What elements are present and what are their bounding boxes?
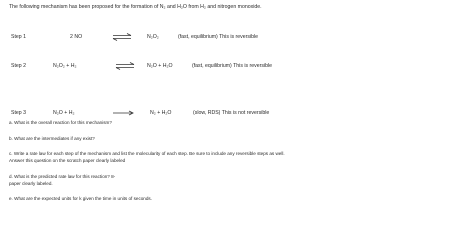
step-1-reactants: 2 NO (70, 34, 83, 40)
forward-arrow-icon (112, 110, 134, 116)
step-2-reactants: N₂O₂ + H₂ (53, 63, 77, 69)
intro-text: The following mechanism has been proposed for the formation of N₂ and H₂O from H₂ and nitrogen monoxide. (9, 4, 262, 10)
equilibrium-arrow-icon (115, 62, 135, 70)
question-c-line-1: c. Write a rate law for each step of the mechanism and list the molecularity of each step. Be sure to include any reversible steps as well. (9, 151, 285, 156)
step-1-products: N₂O₂ (147, 34, 159, 40)
step-3-products: N₂ + H₂O (150, 110, 172, 116)
equilibrium-arrow-icon (112, 33, 132, 41)
question-c-line-2: Answer this question on the scratch paper clearly labeled (9, 158, 126, 163)
step-1-label: Step 1 (11, 34, 26, 40)
question-d-line-2: paper clearly labeled. (9, 181, 53, 186)
step-3-reactants: N₂O + H₂ (53, 110, 75, 116)
step-2-products: N₂O + H₂O (147, 63, 173, 69)
step-3-note: (slow, RDS) This is not reversible (193, 110, 270, 116)
question-d-line-1: d. What is the predicted rate law for this reaction? 8- (9, 174, 116, 179)
question-a: a. What is the overall reaction for this mechanism? (9, 120, 112, 125)
step-2-note: (fast, equilibrium) This is reversible (192, 63, 273, 69)
step-1-note: (fast, equilibrium) This is reversible (178, 34, 259, 40)
step-3-label: Step 3 (11, 110, 26, 116)
step-2-label: Step 2 (11, 63, 26, 69)
question-b: b. What are the intermediates if any exist? (9, 136, 95, 141)
question-e: e. What are the expected units for k given the time in units of seconds. (9, 196, 152, 201)
